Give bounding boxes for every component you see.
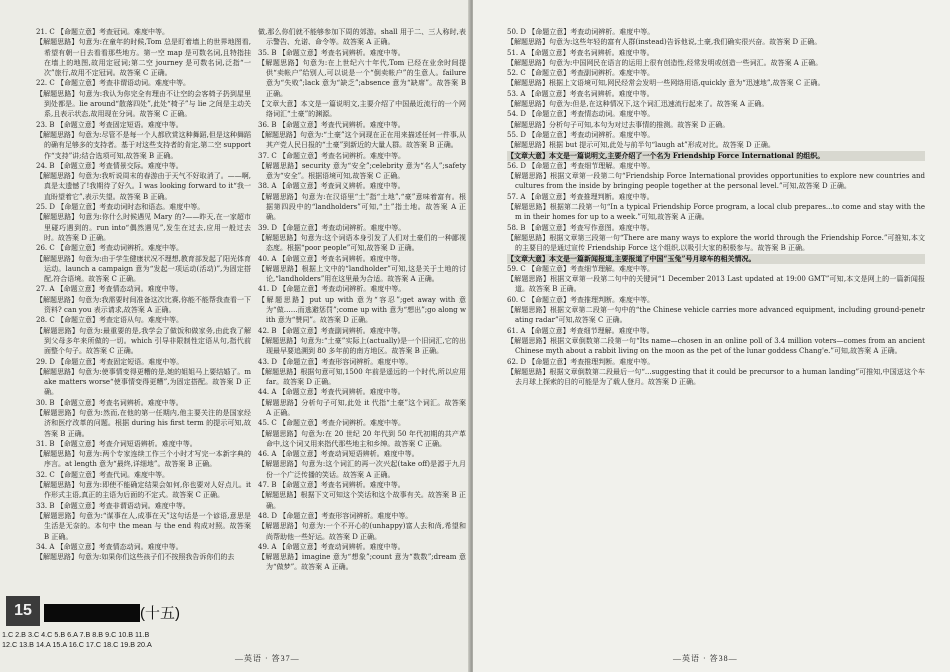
- left-col1-entry: 【解题思路】句意为:我认为你完全有理由不让空的会客椅子扔到屋里到处都是。lie around“散落四处”,此处“椅子”与 lie 之间是主动关系,且表示状态,故用现在分词。故答案 C 正确。: [36, 89, 251, 119]
- unit-header: [0, 596, 188, 626]
- left-col2-entry: 42. B 【命题立意】考查副词辨析。难度中等。: [258, 326, 405, 335]
- right-col-entry: 59. C 【命题立意】考查细节理解。难度中等。: [507, 264, 654, 273]
- right-col-entry: 【解题思路】根据文章第一段第二句“Friendship Force International provides opportunities to explore new countries and cultures from the inside by bringing people together at the personal level.”可知,故答案 D 正确。: [507, 172, 925, 191]
- article-summary-banner-1: 【文章大意】本文是一篇说明文,主要介绍了一个名为 Friendship Force International 的组织。: [507, 151, 925, 161]
- left-col2-entry: 【解题思路】security 意为“安全”;celebrity 意为“名人”;safety 意为“安全”。根据语境可知,故答案 C 正确。: [258, 161, 466, 181]
- left-col2-entry: 【解题思路】句意为:在汉语里“土”指“土地”,“豪”意味着富有。根据第四段中的“landholders”可知,“土”指土地。故答案 A 正确。: [258, 192, 466, 222]
- right-col-entry: 52. C 【命题立意】考查副词辨析。难度中等。: [507, 69, 654, 78]
- right-col-entry: 【解题思路】根据文章第二段第一句中的“the Chinese vehicle carries more advanced equipment, including ground-penetrating radar”可知,故答案 C 正确。: [507, 306, 925, 325]
- article-summary-banner-2: 【文章大意】本文是一篇新闻报道,主要报道了中国“玉兔”号月球车的相关情况。: [507, 254, 925, 264]
- right-col-entry: 【解题思路】根据上文语境可知,网民经常会发明一些网络用语,quickly 意为“迅速地”,故答案 C 正确。: [507, 79, 825, 88]
- unit-number: 15: [6, 596, 40, 626]
- right-col-entry: 【解题思路】根据 but 提示可知,此处与前半句“laugh at”形成对比。故答案 D 正确。: [507, 141, 775, 150]
- left-col1-entry: 【解题思路】句意为:即使不能确定结果会如何,你也要对人好点儿。it 作形式主语,真正的主语为后面的不定式。故答案 C 正确。: [36, 481, 251, 500]
- left-col2-entry: 49. A 【命题立意】考查动词辨析。难度中等。: [258, 542, 405, 551]
- left-col1-entry: 【解题思路】句意为:“谋事在人,成事在天”这句话是一个谚语,意思是生活是无奈的。本句中 the mean 与 the end 构成对照。故答案 B 正确。: [36, 511, 251, 541]
- right-col-entry: 53. A 【命题立意】考查名词辨析。难度中等。: [507, 89, 654, 98]
- left-col2-entry: 48. D 【命题立意】考查形容词辨析。难度中等。: [258, 511, 413, 520]
- right-col-entry: 50. D 【命题立意】考查动词辨析。难度中等。: [507, 28, 655, 36]
- left-col2-entry: 【解题思路】句意为:一个不开心的(unhappy)富人去和尚,希望和尚帮助他一些好运。故答案 D 正确。: [258, 522, 466, 541]
- right-col-entry: 58. B 【命题立意】考查写作意图。难度中等。: [507, 223, 654, 232]
- left-col2-entry: 36. B 【命题立意】考查代词辨析。难度中等。: [258, 120, 405, 129]
- left-col1-entry: 32. C 【命题立意】考查代词。难度中等。: [36, 470, 169, 479]
- right-col-entry: 【解题思路】根据文章第三段第一句“There are many ways to explore the world through the Friendship Force.”可推知,本文的主要目的是通过宣传 Friendship Force 这个组织,以吸引大家的积极参与。故答案 B 正确。: [507, 233, 925, 253]
- left-col1-entry: 30. B 【命题立意】考查名词辨析。难度中等。: [36, 398, 183, 407]
- right-col-entry: 57. A 【命题立意】考查推理判断。难度中等。: [507, 192, 654, 201]
- left-col2-entry: 【解题思路】put up with 意为“容忍”;get away with 意为“做……而逃避惩罚”;come up with 意为“想出”;go along with 意为“赞同”。故答案 D 正确。: [258, 295, 466, 325]
- left-col2-entry: 35. B 【命题立意】考查名词辨析。难度中等。: [258, 48, 405, 57]
- left-col1-entry: 【解题思路】句意为:两个专家连续工作三个小时才写完一本新字典的序言。at length 意为“最终,详细地”。故答案 B 正确。: [36, 450, 251, 469]
- left-col1-entry: 28. C 【命题立意】考查定语从句。难度中等。: [36, 316, 183, 325]
- right-col-entry: 62. D 【命题立意】考查推理判断。难度中等。: [507, 357, 655, 366]
- left-col1-entry: 【解题思路】句意为:尽管不是每一个人都欣赏这种舞蹈,但是这种舞蹈的确有足够多的支持者。基于对这些支持者的肯定,第二空 support 作“支持”讲;结合选项可知,故答案 B 正确。: [36, 130, 251, 160]
- left-col1-entry: 22. C 【命题立意】考查非谓语动词。难度中等。: [36, 79, 190, 88]
- left-col2-entry: 【解题思路】句意为:“土豪”实际上(actually)是一个旧词汇,它的出现最早要追溯到 80 多年前的南方地区。故答案 B 正确。: [258, 336, 466, 356]
- right-col-entry: 51. A 【命题立意】考查名词辨析。难度中等。: [507, 48, 654, 57]
- right-page: [473, 0, 950, 672]
- right-col-entry: 【解题思路】句意为:这些年轻的富有人群(instead)告诉他说,土豪,我们确实很兴奋。故答案 D 正确。: [507, 38, 822, 47]
- left-col1-entry: 24. B 【命题立意】考查情景交际。难度中等。: [36, 161, 183, 170]
- left-col2-entry: 【解题思路】根据上文中的“landholder”可知,这是关于土地的讨论,“landholders”用在这里最为合适。故答案 A 正确。: [258, 264, 466, 284]
- left-col2-entry: 41. D 【命题立意】考查动词辨析。难度中等。: [258, 285, 406, 294]
- left-col1-entry: 【解题思路】句意为:由于学生健康状况不理想,教育部发起了阳光体育运动。launch a campaign 意为“发起一项运动(活动)”,为固定搭配,符合语境。故答案 C 正确。: [36, 254, 251, 284]
- left-col1-entry: 27. A 【命题立意】考查情态动词。难度中等。: [36, 285, 183, 294]
- answer-keys-row-2: 12.C 13.B 14.A 15.A 16.C 17.C 18.C 19.B 20.A: [2, 640, 152, 649]
- answer-keys-row-1: 1.C 2.B 3.C 4.C 5.B 6.A 7.B 8.B 9.C 10.B 11.B: [2, 630, 150, 639]
- right-col-entry: 【解题思路】根据文章第一段第二句中的关键词“1 December 2013 Last updated at 19:00 GMT”可知,本文是网上的一篇新闻报道。故答案 B 正确。: [507, 275, 925, 294]
- left-col1-entry: 【解题思路】句意为:你什么时候遇见 Mary 的?——昨天,在一家超市里碰巧遇到的。run into“偶然遇见”,发生在过去,应用一般过去时。故答案 D 正确。: [36, 213, 251, 242]
- right-col-entry: 61. A 【命题立意】考查细节理解。难度中等。: [507, 326, 654, 335]
- redaction-bar: [44, 604, 140, 622]
- answer-keys: [2, 630, 227, 650]
- left-col1-entry: 23. B 【命题立意】考查固定短语。难度中等。: [36, 120, 183, 129]
- left-col1-entry: 【解题思路】句意为:我需要时间准备这次比赛,你能不能帮我查看一下资料? can you 表示请求,故答案 A 正确。: [36, 295, 251, 315]
- left-column-2: [258, 27, 466, 573]
- right-page-footer: —英语 · 答38—: [673, 654, 738, 663]
- left-col2-entry: 【解题思路】句意为:这个词汇的再一次兴起(take off)是源于九月份一个广泛传播的笑话。故答案 A 正确。: [258, 460, 466, 479]
- left-page-footer: —英语 · 答37—: [235, 654, 300, 663]
- left-col1-entry: 【解题思路】句意为:使事情变得更糟的是,她的姐姐马上要结婚了。make matters worse“使事情变得更糟”,为固定搭配。故答案 D 正确。: [36, 367, 251, 397]
- left-col1-entry: 31. B 【命题立意】考查介词短语辨析。难度中等。: [36, 439, 197, 448]
- left-col2-entry: 46. A 【命题立意】考查动词短语辨析。难度中等。: [258, 450, 419, 459]
- left-col2-entry: 39. D 【命题立意】考查动词辨析。难度中等。: [258, 223, 406, 232]
- left-col2-entry: 【解题思路】句意为:“土豪”这个词现在正在用来描述任何一件事,从其产党人民日报的“土豪”到新近的大量人群。故答案 B 正确。: [258, 130, 466, 150]
- left-col1-entry: 21. C 【命题立意】考查冠词。难度中等。: [36, 28, 169, 36]
- right-col-entry: 55. D 【命题立意】考查动词辨析。难度中等。: [507, 130, 655, 139]
- right-col-entry: 56. D 【命题立意】考查细节理解。难度中等。: [507, 161, 655, 170]
- right-col-entry: 【解题思路】分析句子可知,本句为对过去事情的推测。故答案 D 正确。: [507, 120, 730, 129]
- left-col1-entry: 34. A 【命题立意】考查情态动词。难度中等。: [36, 542, 183, 551]
- left-col1-entry: 29. D 【命题立意】考查固定短语。难度中等。: [36, 357, 184, 366]
- left-col2-entry: 40. A 【命题立意】考查名词辨析。难度中等。: [258, 254, 405, 263]
- left-col2-entry: 38. A 【命题立意】考查词义辨析。难度中等。: [258, 182, 405, 191]
- left-col2-entry: 44. A 【命题立意】考查代词辨析。难度中等。: [258, 388, 405, 397]
- left-col2-entry: 做,那么你们就不能够参加下周的郊游。shall 用于二、三人称时,表示警告、允诺、命令等。故答案 A 正确。: [258, 28, 466, 47]
- left-col2-entry: 【解题思路】分析句子可知,此处 it 代指“土豪”这个词汇。故答案 A 正确。: [258, 398, 466, 417]
- left-col2-entry: 【解题思路】imagine 意为“想象”;count 意为“数数”;dream 意为“做梦”。故答案 A 正确。: [258, 553, 466, 572]
- right-col-entry: 【解题思路】根据文章倒数第二段第一句“Its name—chosen in an online poll of 3.4 million voters—comes from an ancient Chinese myth about a rabbit living on the moon as the pet of the lunar goddess Chang'e.”可知,故答案 A 正确。: [507, 336, 925, 356]
- left-col2-entry: 45. C 【命题立意】考查介词辨析。难度中等。: [258, 419, 405, 428]
- right-col-entry: 54. D 【命题立意】考查情态动词。难度中等。: [507, 110, 655, 119]
- right-col-entry: 【解题思路】根据第二段第一句“In a typical Friendship Force program, a local club prepares...to come and stay with them in their homes for up to a week.”可知,故答案 A 正确。: [507, 203, 925, 222]
- left-col1-entry: 【解题思路】句意为:在童年的时候,Tom 总是盯着墙上的世界地图看,希望有朝一日去看看那些地方。第一空 map 是可数名词,且特指挂在墙上的地图,故用定冠词;第二空 journey 是可数名词,泛指“一次”旅行,故用不定冠词。故答案 C 正确。: [36, 38, 251, 78]
- left-col2-entry: 【文章大意】本文是一篇说明文,主要介绍了中国最近流行的一个网络词汇“土豪”的渊源。: [258, 100, 466, 119]
- left-col2-entry: 【解题思路】句意为:这个词语本身引发了人们对土豪们的一种鄙视态度。根据“poor people”可知,故答案 D 正确。: [258, 233, 466, 253]
- left-col2-entry: 【解题思路】根据句意可知,1500 年前是遥远的一个时代,所以应用 far。故答案 D 正确。: [258, 367, 466, 387]
- left-col1-entry: 26. C 【命题立意】考查动词辨析。难度中等。: [36, 244, 183, 253]
- right-col-entry: 【解题思路】根据文章倒数第二段最后一句“...suggesting that it could be precursor to a human landing”可推知,中国送这个车去月球上探索的目的可能是为了载人登月。故答案 D 正确。: [507, 367, 925, 387]
- right-col-entry: 【解题思路】句意为:中国网民在语言的运用上很有创造性,经常发明或创造一些词汇。故答案 A 正确。: [507, 58, 823, 67]
- left-col1-entry: 33. B 【命题立意】考查非谓语动词。难度中等。: [36, 501, 190, 510]
- right-column: [507, 27, 925, 387]
- right-col-entry: 60. C 【命题立意】考查推理判断。难度中等。: [507, 295, 654, 304]
- left-col2-entry: 43. D 【命题立意】考查形容词辨析。难度中等。: [258, 357, 413, 366]
- left-col2-entry: 【解题思路】根据下文可知这个笑话和这个故事有关。故答案 B 正确。: [258, 491, 466, 510]
- left-column-1: [36, 27, 251, 562]
- left-col1-entry: 【解题思路】句意为:我听说周末的春游由于天气不好取消了。——啊,真是太遗憾了!我期待了好久。I was looking forward to it“我一直盼望着它”,表示失望。故答案 B 正确。: [36, 172, 251, 201]
- left-col2-entry: 【解题思路】句意为:在上世纪六十年代,Tom 已经在业余时间提供“卖帐户”给别人,可以说是一个“倒卖帐户”的生意人。failure 意为“失败”;lack 意为“缺乏”;absence 意为“缺席”。故答案 B 正确。: [258, 58, 466, 98]
- left-col2-entry: 37. C 【命题立意】考查名词辨析。难度中等。: [258, 151, 405, 160]
- left-col1-entry: 【解题思路】句意为:然而,在他的第一任期内,他主要关注的是国家经济和医疗改革的问题。根据 during his first term 的提示可知,故答案 B 正确。: [36, 408, 251, 438]
- left-col2-entry: 47. B 【命题立意】考查名词辨析。难度中等。: [258, 481, 405, 490]
- left-col1-entry: 25. D 【命题立意】考查动词时态和语态。难度中等。: [36, 203, 205, 212]
- left-col2-entry: 【解题思路】句意为:在 20 世纪 20 年代到 50 年代初期的共产革命中,这个词又用来指代那些地主和乡绅。故答案 C 正确。: [258, 429, 466, 448]
- right-col-entry: 【解题思路】句意为:但是,在这种情况下,这个词汇迅速流行起来了。故答案 A 正确。: [507, 100, 769, 109]
- left-page: [0, 0, 470, 672]
- left-col1-entry: 【解题思路】句意为:如果你们这些孩子们不按照我告诉你们的去: [36, 553, 235, 562]
- left-col1-entry: 【解题思路】句意为:最重要的是,我学会了做饭和做家务,由此我了解到父母多年来所做的一切。which 引导非限制性定语从句,指代前面整个句子。故答案 C 正确。: [36, 326, 251, 356]
- unit-title: (十五): [140, 605, 180, 622]
